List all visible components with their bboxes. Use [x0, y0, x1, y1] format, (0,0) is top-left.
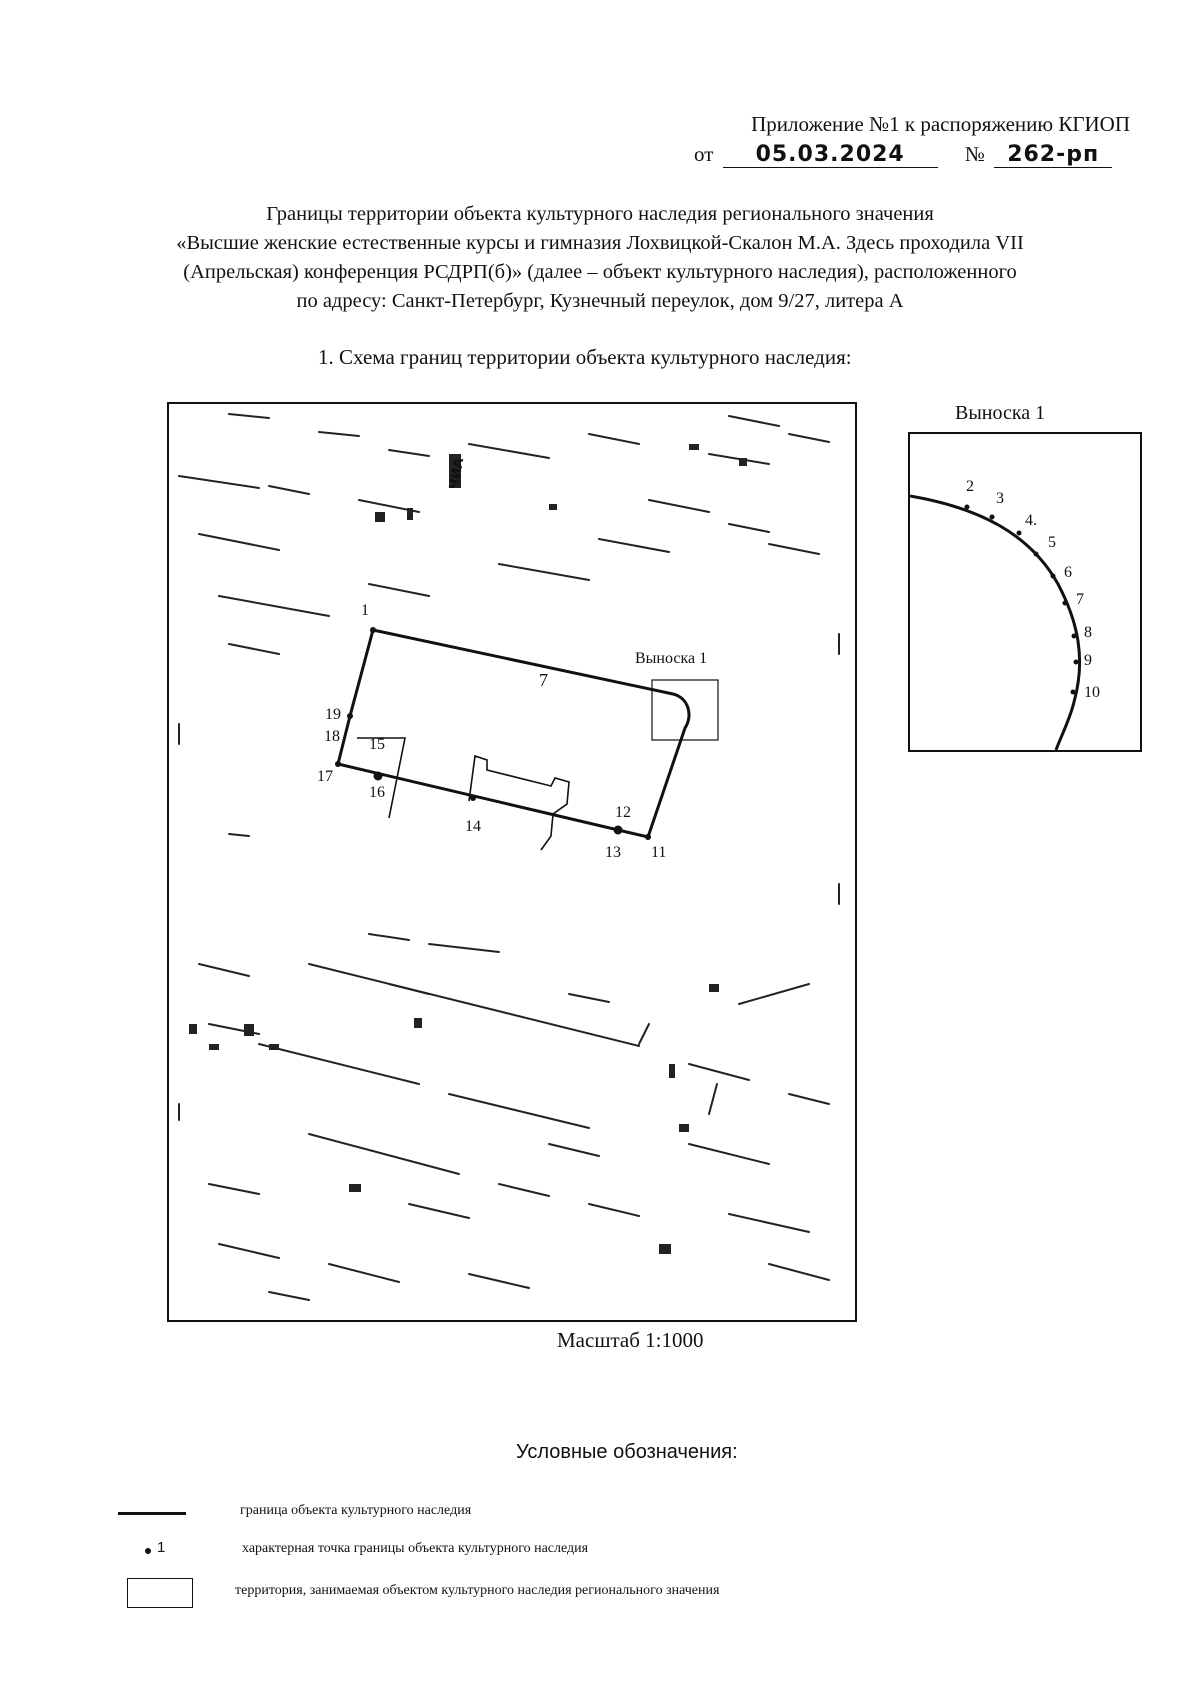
order-date-line — [694, 142, 1112, 168]
legend-boundary-label: граница объекта культурного наследия — [240, 1503, 472, 1518]
boundary-point-11 — [645, 834, 651, 840]
date-prefix: от — [694, 142, 714, 166]
number-prefix: № — [964, 142, 985, 166]
section-heading: 1. Схема границ территории объекта культурного наследия: — [318, 345, 852, 369]
inset-label-2: 2 — [966, 478, 974, 495]
boundary-points — [335, 627, 651, 840]
order-number: 262-рп — [994, 142, 1112, 168]
inset-point-2 — [965, 505, 970, 510]
legend-area-label: территория, занимаемая объектом культурного наследия регионального значения — [235, 1583, 720, 1598]
inset-point-9 — [1074, 660, 1079, 665]
inset-point-10 — [1071, 690, 1076, 695]
appendix-header: Приложение №1 к распоряжению КГИОП — [751, 112, 1130, 136]
inset-label-9: 9 — [1084, 652, 1092, 669]
point-label-13: 13 — [605, 844, 621, 861]
point-label-11: 11 — [651, 844, 667, 861]
point-label-17: 17 — [317, 768, 333, 785]
boundary-point-16 — [374, 772, 383, 781]
legend-area-sample — [127, 1578, 193, 1608]
title-line-2: «Высшие женские естественные курсы и гимназия Лохвицкой-Скалон М.А. Здесь проходила VII — [176, 232, 1024, 254]
point-label-1: 1 — [361, 602, 369, 619]
inset-label-7: 7 — [1076, 591, 1084, 608]
boundary-point-17 — [335, 761, 341, 767]
inset-title: Выноска 1 — [955, 402, 1046, 424]
inset-label-8: 8 — [1084, 624, 1092, 641]
inset-label-6: 6 — [1064, 564, 1072, 581]
boundary-point-13 — [614, 826, 623, 835]
point-label-18: 18 — [324, 728, 340, 745]
point-label-16: 16 — [369, 784, 385, 801]
inset-label-10: 10 — [1084, 684, 1100, 701]
boundary-point-19 — [347, 713, 353, 719]
inset-label-3: 3 — [996, 490, 1004, 507]
title-line-1: Границы территории объекта культурного наследия регионального значения — [266, 203, 934, 225]
inset-point-7 — [1063, 601, 1068, 606]
point-label-19: 19 — [325, 706, 341, 723]
inset-label-5: 5 — [1048, 534, 1056, 551]
title-line-3: (Апрельская) конференция РСДРП(б)» (далее – объект культурного наследия), расположенного — [183, 261, 1017, 283]
map-scale: Масштаб 1:1000 — [557, 1328, 704, 1352]
inset-points — [965, 505, 1079, 695]
document-title — [90, 200, 1110, 316]
map-background-strokes — [179, 414, 839, 1300]
point-label-15: 15 — [369, 736, 385, 753]
inset-canvas — [910, 434, 1140, 750]
boundary-point-1 — [370, 627, 376, 633]
legend-boundary-line-sample — [118, 1512, 186, 1515]
inset-point-5 — [1034, 552, 1039, 557]
building-number: 7 — [539, 670, 548, 690]
inset-point-8 — [1072, 634, 1077, 639]
map-canvas — [169, 404, 855, 1320]
point-label-12: 12 — [615, 804, 631, 821]
inset-point-3 — [990, 515, 995, 520]
inset-label-4: 4. — [1025, 512, 1037, 529]
inset-map — [908, 432, 1142, 752]
order-date: 05.03.2024 — [723, 142, 938, 168]
legend-point-sample — [145, 1548, 151, 1554]
legend-title: Условные обозначения: — [516, 1441, 738, 1463]
inset-point-4 — [1017, 531, 1022, 536]
street-label: ЧИА — [447, 457, 468, 491]
inset-point-6 — [1051, 574, 1056, 579]
callout-label: Выноска 1 — [635, 650, 708, 667]
building-outline-courtyard — [469, 756, 569, 850]
point-label-14: 14 — [465, 818, 481, 835]
legend-point-number: 1 — [157, 1539, 166, 1556]
legend-point-label: характерная точка границы объекта культурного наследия — [242, 1541, 589, 1556]
title-line-4: по адресу: Санкт-Петербург, Кузнечный переулок, дом 9/27, литера А — [296, 290, 904, 312]
boundary-point-14 — [470, 795, 476, 801]
boundary-map — [167, 402, 857, 1322]
